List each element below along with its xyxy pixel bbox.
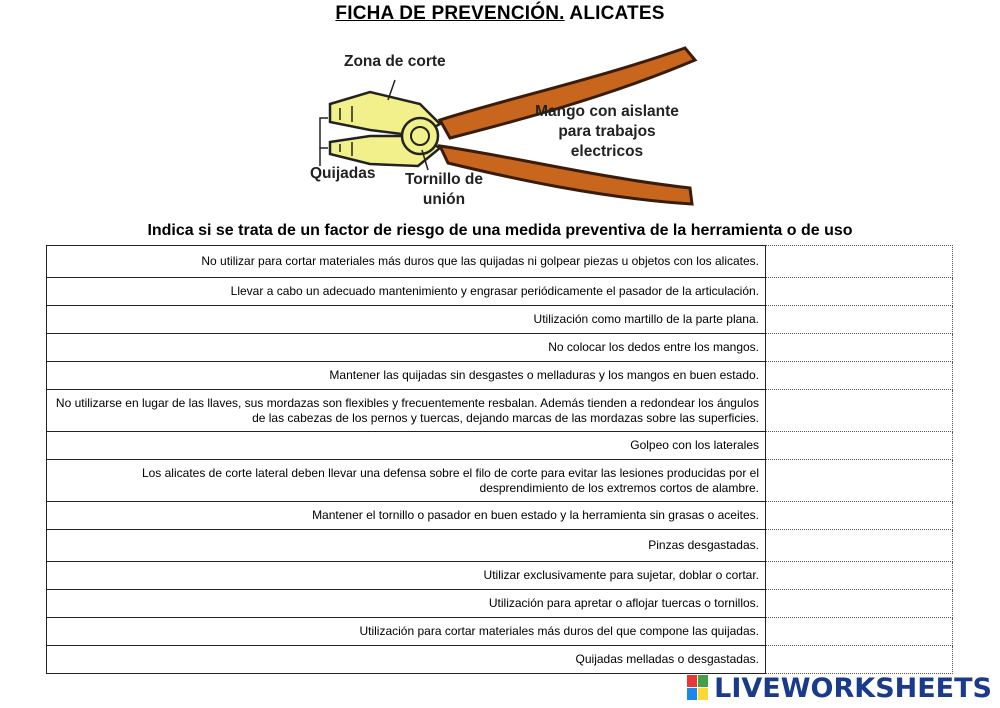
answer-field[interactable] bbox=[766, 618, 953, 646]
brand bbox=[686, 672, 992, 704]
answer-field[interactable] bbox=[766, 562, 953, 590]
statement-text: Los alicates de corte lateral deben llevar una defensa sobre el filo de corte para evitar las lesiones producidas por el desprendimiento de los extremos cortos de alambre. bbox=[47, 460, 766, 502]
table-row bbox=[47, 306, 953, 334]
table-row bbox=[47, 460, 953, 502]
table-row bbox=[47, 432, 953, 460]
answer-field[interactable] bbox=[766, 530, 953, 562]
answer-field[interactable] bbox=[766, 502, 953, 530]
answer-field[interactable] bbox=[766, 590, 953, 618]
table-row bbox=[47, 562, 953, 590]
pliers-diagram bbox=[300, 38, 710, 218]
answer-field[interactable] bbox=[766, 306, 953, 334]
table-row bbox=[47, 362, 953, 390]
statement-text: No colocar los dedos entre los mangos. bbox=[47, 334, 766, 362]
table-row bbox=[47, 278, 953, 306]
statement-text: No utilizarse en lugar de las llaves, sus mordazas son flexibles y frecuentemente resbalan. Además tienden a redondear los ángulos de las cabezas de los pernos y tuercas, dejando marcas de las mordazas sobre las superficies. bbox=[47, 390, 766, 432]
answer-field[interactable] bbox=[766, 278, 953, 306]
label-mango-line2: para trabajos bbox=[558, 123, 656, 140]
statement-text: Utilizar exclusivamente para sujetar, doblar o cortar. bbox=[47, 562, 766, 590]
label-tornillo-line1: Tornillo de bbox=[404, 171, 484, 188]
label-zona-de-corte: Zona de corte bbox=[344, 53, 446, 70]
statement-text: Golpeo con los laterales bbox=[47, 432, 766, 460]
answer-field[interactable] bbox=[766, 334, 953, 362]
answer-field[interactable] bbox=[766, 646, 953, 674]
statement-text: Pinzas desgastadas. bbox=[47, 530, 766, 562]
title-underlined: FICHA DE PREVENCIÓN. bbox=[335, 3, 565, 24]
table-row bbox=[47, 590, 953, 618]
page-title bbox=[0, 3, 1000, 25]
answer-field[interactable] bbox=[766, 460, 953, 502]
instructions: Indica si se trata de un factor de riesgo de una medida preventiva de la herramienta o de uso bbox=[147, 222, 853, 239]
label-mango bbox=[522, 102, 692, 162]
title-rest: ALICATES bbox=[564, 3, 665, 24]
label-mango-line3: electricos bbox=[570, 143, 644, 160]
statement-text: Mantener las quijadas sin desgastes o melladuras y los mangos en buen estado. bbox=[47, 362, 766, 390]
statement-text: Quijadas melladas o desgastadas. bbox=[47, 646, 766, 674]
liveworksheets-logo-icon bbox=[686, 674, 710, 702]
answer-field[interactable] bbox=[766, 432, 953, 460]
table-row bbox=[47, 530, 953, 562]
statements-table bbox=[46, 245, 953, 674]
label-quijadas: Quijadas bbox=[310, 165, 376, 182]
table-row bbox=[47, 502, 953, 530]
statement-text: Mantener el tornillo o pasador en buen estado y la herramienta sin grasas o aceites. bbox=[47, 502, 766, 530]
answer-field[interactable] bbox=[766, 246, 953, 278]
statement-text: No utilizar para cortar materiales más duros que las quijadas ni golpear piezas u objetos con los alicates. bbox=[47, 246, 766, 278]
table-row bbox=[47, 390, 953, 432]
brand-text: LIVEWORKSHEETS bbox=[714, 672, 992, 704]
statement-text: Llevar a cabo un adecuado mantenimiento y engrasar periódicamente el pasador de la articulación. bbox=[47, 278, 766, 306]
statement-text: Utilización para apretar o aflojar tuercas o tornillos. bbox=[47, 590, 766, 618]
table-row bbox=[47, 646, 953, 674]
table-row bbox=[47, 334, 953, 362]
statement-text: Utilización como martillo de la parte plana. bbox=[47, 306, 766, 334]
label-tornillo bbox=[396, 170, 492, 210]
answer-field[interactable] bbox=[766, 362, 953, 390]
statement-text: Utilización para cortar materiales más duros del que compone las quijadas. bbox=[47, 618, 766, 646]
table-row bbox=[47, 246, 953, 278]
table-row bbox=[47, 618, 953, 646]
label-tornillo-line2: unión bbox=[422, 191, 466, 208]
answer-field[interactable] bbox=[766, 390, 953, 432]
label-mango-line1: Mango con aislante bbox=[535, 103, 679, 120]
